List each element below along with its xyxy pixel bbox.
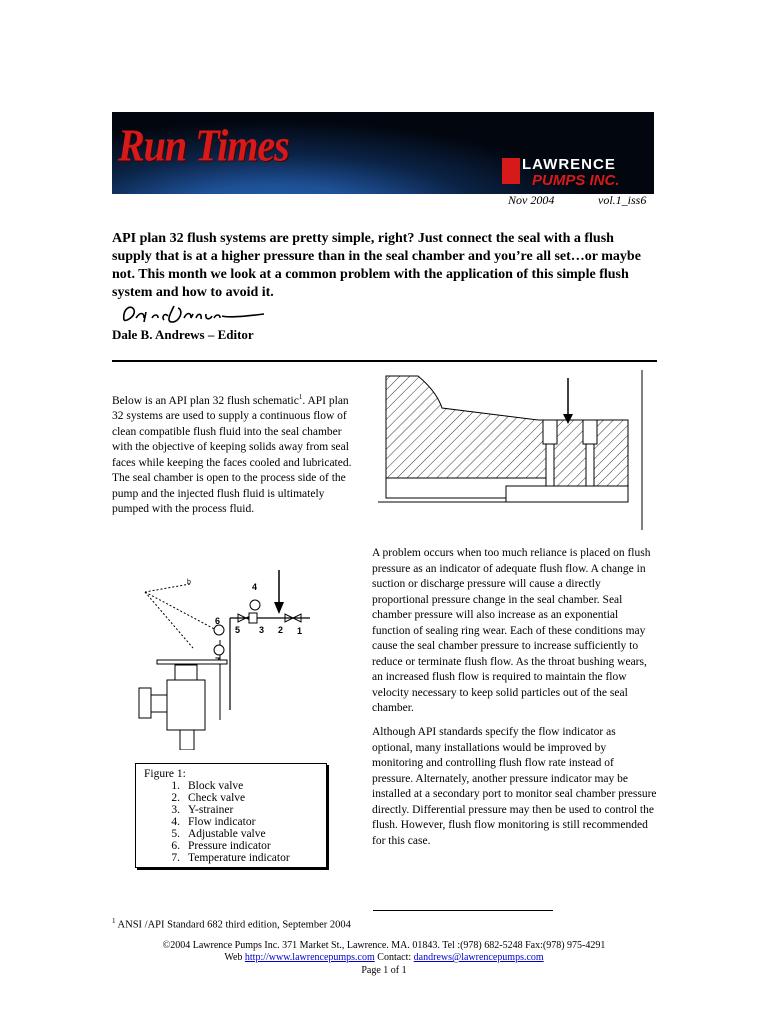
schematic-label-2: 2	[278, 625, 284, 635]
schematic-label-5: 5	[235, 625, 241, 635]
schematic-label-3: 3	[259, 625, 265, 635]
company-name-line1: LAWRENCE	[522, 156, 616, 173]
flush-schematic	[135, 570, 325, 750]
para1-text-b: . API plan 32 systems are used to supply a continuous flow of clean compatible flush fluid into the seal chamber with the objective of keeping solids away from seal faces while keeping the faces cooled and lubricated. The seal chamber is open to the process side of the pump and the injected flush fluid is ultimately pumped with the process fluid.	[112, 394, 352, 516]
page-number: Page 1 of 1	[361, 965, 407, 976]
legend-item: 1. Block valve	[171, 780, 244, 792]
issue-date: Nov 2004	[508, 193, 555, 207]
footer-web-label: Web	[224, 952, 245, 963]
figure-legend	[135, 763, 327, 868]
editor-name: Dale B. Andrews – Editor	[112, 327, 254, 342]
editor-signature	[118, 300, 268, 328]
company-name-line2: PUMPS INC.	[532, 172, 620, 189]
schematic-label-1: 1	[297, 626, 303, 636]
email-link[interactable]: dandrews@lawrencepumps.com	[413, 952, 544, 963]
schematic-label-4: 4	[252, 582, 258, 592]
intro-paragraph: API plan 32 flush systems are pretty simple, right? Just connect the seal with a flush supply that is at a higher pressure than in the seal chamber and you’re all set…or maybe not. This month we look at a common problem with the application of this simple flush system and how to avoid it.	[112, 231, 641, 300]
banner-title: Run Times	[118, 119, 289, 171]
website-link[interactable]: http://www.lawrencepumps.com	[244, 952, 375, 963]
footnote-divider	[373, 910, 553, 911]
legend-item: 7. Temperature indicator	[171, 852, 290, 864]
footer-contact	[0, 952, 768, 963]
legend-item: 2. Check valve	[171, 792, 246, 804]
body-paragraph-2: A problem occurs when too much reliance is placed on flush pressure as an indicator of adequate flush flow. A change in suction or discharge pressure will cause a directly proportional pressure change in the seal chamber. Seal chamber pressure will also increase as an exponential function of sealing ring wear. Each of these conditions may cause the seal chamber pressure to increase sufficiently to reduce or terminate flush flow. As the throat bushing wears, an increased flush flow is required to maintain the flow velocity necessary to keep solid particles out of the seal chamber.	[372, 547, 651, 714]
footer-address: ©2004 Lawrence Pumps Inc. 371 Market St., Lawrence. MA. 01843. Tel :(978) 682-5248 Fax:(978) 975-4291	[162, 940, 606, 951]
legend-item: 4. Flow indicator	[171, 816, 256, 828]
issue-volume: vol.1_iss6	[598, 193, 647, 207]
footnote-text: ANSI /API Standard 682 third edition, September 2004	[115, 919, 351, 931]
schematic-label-b: b	[187, 579, 191, 586]
body-paragraph-1	[112, 390, 360, 518]
seal-chamber-drawing	[378, 368, 648, 533]
newsletter-banner	[112, 112, 654, 194]
legend-item: 6. Pressure indicator	[171, 840, 271, 852]
footnote	[112, 917, 351, 931]
legend-item: 3. Y-strainer	[171, 804, 234, 816]
legend-item: 5. Adjustable valve	[171, 828, 266, 840]
body-paragraph-3: Although API standards specify the flow indicator as optional, many installations would be improved by monitoring and controlling flush flow rate instead of pressure. Alternately, another pressure indicator may be installed at a secondary port to monitor seal chamber pressure directly. Differential pressure may then be used to control the flush. However, flush flow monitoring is still recommended for this case.	[372, 726, 657, 847]
footnote-ref: 1	[298, 393, 303, 401]
schematic-label-6: 6	[215, 616, 221, 626]
company-logo-icon	[502, 158, 520, 184]
footer-contact-label: Contact:	[374, 952, 414, 963]
section-divider	[112, 360, 657, 362]
para1-text-a: Below is an API plan 32 flush schematic	[112, 394, 299, 407]
figure-title: Figure 1:	[144, 768, 186, 780]
figure-legend-list	[144, 780, 290, 864]
footnote-mark: 1	[112, 917, 116, 925]
